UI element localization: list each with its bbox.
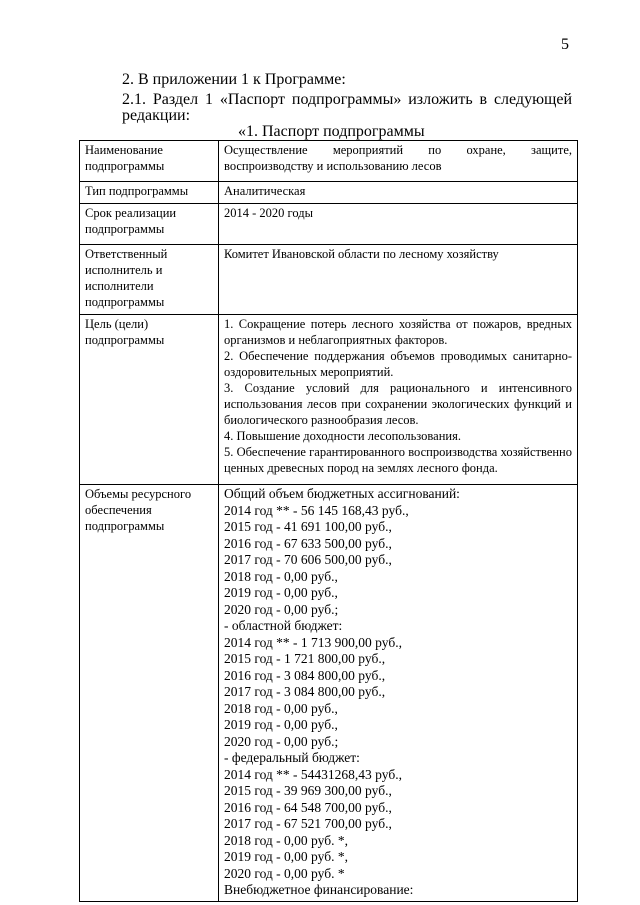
- row-value-goals: [219, 315, 578, 485]
- row-label-resources: Объемы ресурсного обеспечения подпрограммы: [80, 485, 219, 902]
- resource-line: 2014 год ** - 56 145 168,43 руб.,: [224, 502, 409, 518]
- resource-line: Внебюджетное финансирование:: [224, 882, 414, 897]
- resource-line: 2019 год - 0,00 руб.,: [224, 717, 338, 732]
- resource-line: 2018 год - 0,00 руб.,: [224, 700, 338, 716]
- row-value-responsible: Комитет Ивановской области по лесному хозяйству: [219, 245, 578, 315]
- row-value-term: 2014 - 2020 годы: [219, 204, 578, 245]
- passport-table: [79, 140, 578, 902]
- goal-item: 4. Повышение доходности лесопользования.: [224, 429, 461, 443]
- table-row: [80, 245, 578, 315]
- resource-line: 2020 год - 0,00 руб. *: [224, 865, 345, 881]
- resource-line: 2015 год - 41 691 100,00 руб.,: [224, 519, 392, 534]
- intro-line-3: редакции:: [122, 107, 191, 124]
- row-value-resources: [219, 485, 578, 902]
- table-row: [80, 141, 578, 182]
- resource-line: 2018 год - 0,00 руб. *,: [224, 832, 348, 848]
- resource-line: 2020 год - 0,00 руб.;: [224, 601, 339, 617]
- table-row: [80, 485, 578, 902]
- resource-line: Общий объем бюджетных ассигнований:: [224, 486, 460, 501]
- resource-line: 2016 год - 3 084 800,00 руб.,: [224, 667, 386, 683]
- table-row: [80, 182, 578, 204]
- resource-line: 2016 год - 64 548 700,00 руб.,: [224, 799, 392, 815]
- resource-line: 2015 год - 39 969 300,00 руб.,: [224, 783, 392, 798]
- row-label-responsible: Ответственный исполнитель и исполнители подпрограммы: [80, 245, 219, 315]
- passport-title: «1. Паспорт подпрограммы: [238, 123, 425, 140]
- row-label-name: Наименование подпрограммы: [80, 141, 219, 182]
- row-label-type: Тип подпрограммы: [80, 182, 219, 204]
- resource-line: 2014 год ** - 54431268,43 руб.,: [224, 766, 402, 782]
- resource-line: 2019 год - 0,00 руб.,: [224, 585, 338, 600]
- resource-line: 2018 год - 0,00 руб.,: [224, 568, 338, 584]
- row-value-type: Аналитическая: [219, 182, 578, 204]
- goal-item: 1. Сокращение потерь лесного хозяйства от пожаров, вредных организмов и неблагоприятных факторов.: [224, 317, 572, 347]
- resource-line: 2019 год - 0,00 руб. *,: [224, 849, 348, 864]
- resource-line: - областной бюджет:: [224, 618, 343, 633]
- row-value-name: [219, 141, 578, 182]
- resource-line: 2016 год - 67 633 500,00 руб.,: [224, 535, 392, 551]
- resource-line: 2017 год - 3 084 800,00 руб.,: [224, 684, 386, 699]
- intro-line-2: 2.1. Раздел 1 «Паспорт подпрограммы» изложить в следующей: [122, 91, 572, 108]
- page-number: 5: [561, 36, 569, 53]
- row-label-term: Срок реализации подпрограммы: [80, 204, 219, 245]
- table-row: [80, 204, 578, 245]
- name-value-text: Осуществление мероприятий по охране, защите, воспроизводству и использованию лесов: [224, 143, 572, 173]
- goal-item: 5. Обеспечение гарантированного воспроизводства хозяйственно ценных древесных пород на землях лесного фонда.: [224, 445, 572, 475]
- goal-item: 2. Обеспечение поддержания объемов проводимых санитарно-оздоровительных мероприятий.: [224, 349, 572, 379]
- resource-line: 2015 год - 1 721 800,00 руб.,: [224, 651, 386, 666]
- table-row: [80, 315, 578, 485]
- resource-line: 2017 год - 70 606 500,00 руб.,: [224, 552, 392, 567]
- intro-line-1: 2. В приложении 1 к Программе:: [122, 71, 346, 88]
- row-label-goals: Цель (цели) подпрограммы: [80, 315, 219, 485]
- resource-line: 2014 год ** - 1 713 900,00 руб.,: [224, 634, 402, 650]
- resource-line: - федеральный бюджет:: [224, 750, 360, 765]
- resource-line: 2020 год - 0,00 руб.;: [224, 733, 339, 749]
- resource-line: 2017 год - 67 521 700,00 руб.,: [224, 816, 392, 831]
- goal-item: 3. Создание условий для рационального и интенсивного использования лесов при сохранении экологических функций и биологического разнообразия лесов.: [224, 381, 572, 427]
